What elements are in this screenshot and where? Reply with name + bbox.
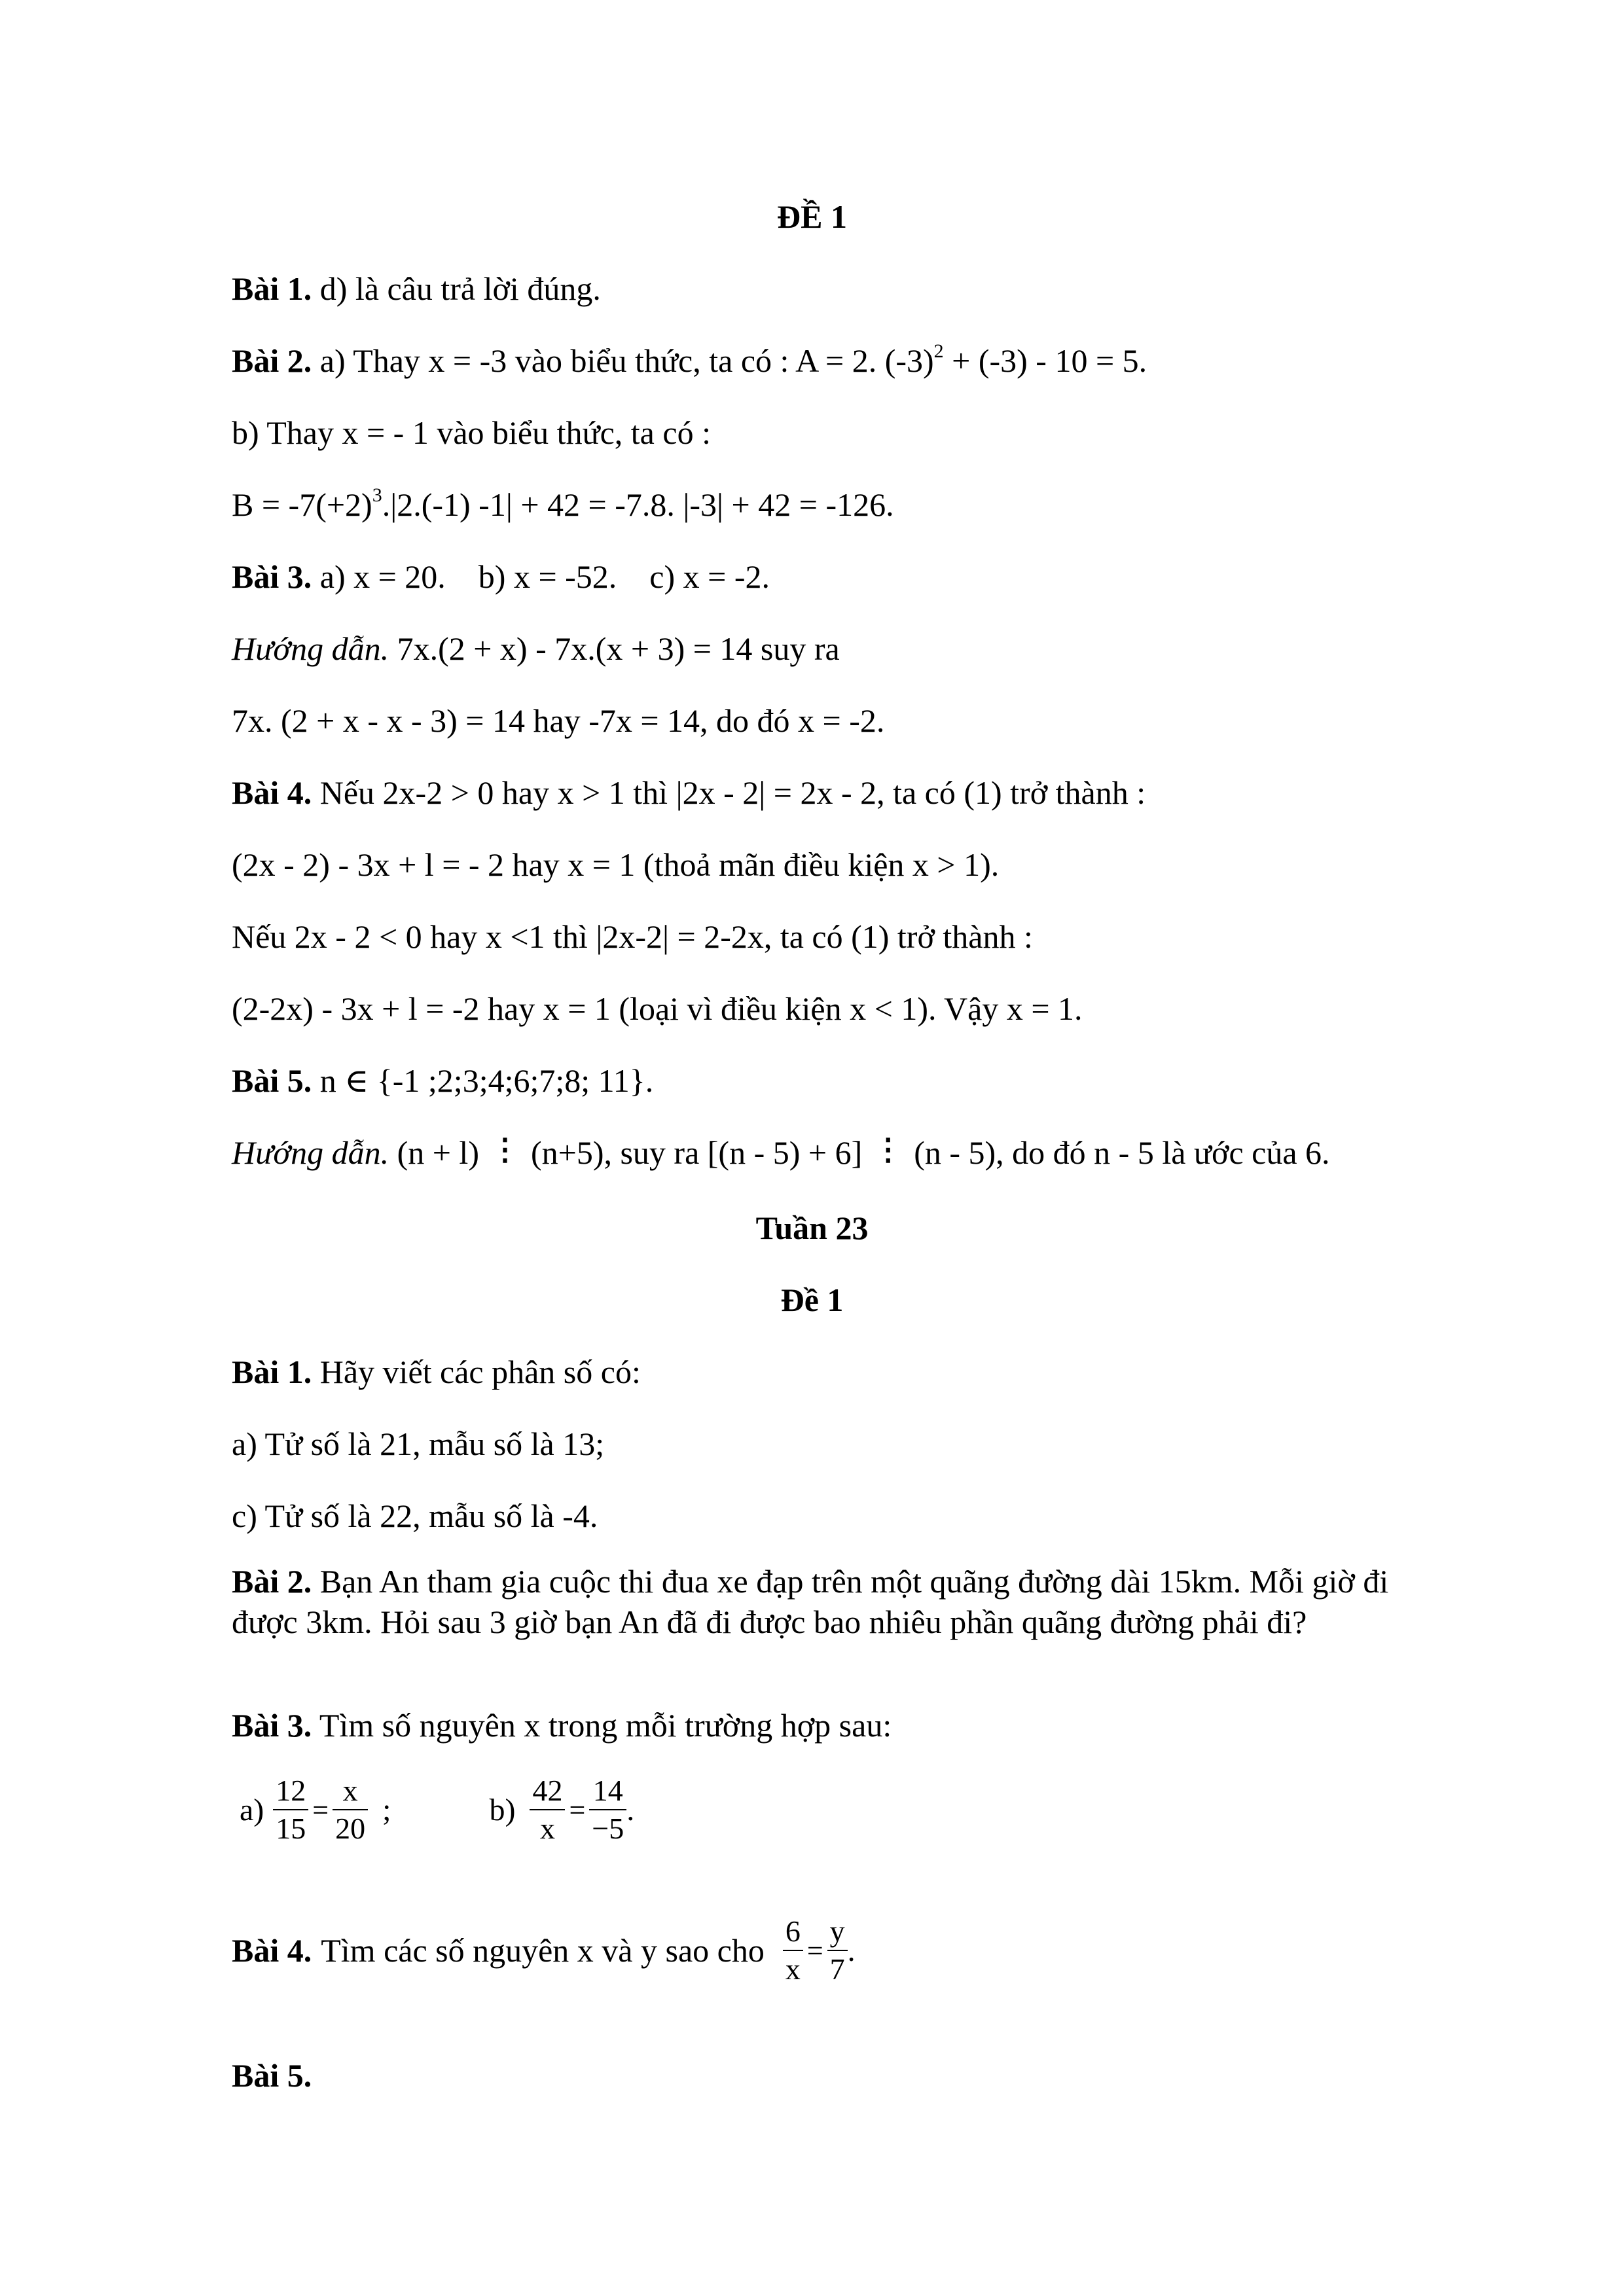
fraction [783,1913,803,1988]
divides-symbol: ⋮ [490,1133,520,1166]
period: . [847,1933,856,1968]
numerator: x [333,1772,368,1810]
numerator: y [827,1913,848,1951]
denominator: −5 [592,1812,624,1845]
denominator: 20 [335,1812,366,1845]
question-bai-1a: a) Tử số là 21, mẫu số là 13; [232,1426,605,1462]
label: Bài 5. [232,2057,312,2094]
question-bai-1c: c) Tử số là 22, mẫu số là -4. [232,1498,598,1534]
part-a-label: a) [240,1792,264,1827]
numerator: 12 [273,1772,308,1810]
answer-bai-2b: b) Thay x = - 1 vào biểu thức, ta có : [232,414,711,451]
answer-bai-1 [232,268,1475,309]
label: Bài 3. [232,558,312,595]
question-bai-5 [232,2055,1475,2096]
hint-text-2: (n+5), suy ra [(n - 5) + 6] [522,1134,871,1171]
equals-sign: = [569,1793,586,1826]
text: Tìm số nguyên x trong mỗi trường hợp sau: [319,1707,892,1744]
fraction [273,1772,308,1847]
fraction [530,1772,565,1847]
hint-text-3: (n - 5), do đó n - 5 là ước của 6. [905,1134,1330,1171]
bai-3-equations [240,1767,634,1852]
label: Bài 1. [232,270,312,307]
hint-bai-3-line2: 7x. (2 + x - x - 3) = 14 hay -7x = 14, do đó x = -2. [232,702,885,739]
fraction [333,1772,368,1847]
answer-bai-2b-calc [232,484,1475,525]
denominator: x [785,1952,801,1986]
text: Bạn An tham gia cuộc thi đua xe đạp trên một quãng đường dài 15km. Mỗi giờ đi được 3km. Hỏi sau 3 giờ bạn An đã đi được bao nhiêu phần quãng đường phải đi? [232,1563,1389,1640]
answer-bai-4-line2: (2x - 2) - 3x + l = - 2 hay x = 1 (thoả mãn điều kiện x > 1). [232,846,1000,883]
equals-sign: = [806,1934,823,1967]
question-bai-1 [232,1352,1475,1392]
exponent: 3 [372,484,382,506]
question-bai-2 [232,1561,1462,1642]
text-end: .|2.(-1) -1| + 42 = -7.8. |-3| + 42 = -126. [382,486,894,523]
exponent: 2 [933,340,944,362]
answer-bai-5 [232,1060,1475,1101]
answer-bai-4 [232,772,1475,813]
denominator: 7 [829,1952,845,1986]
answer-bai-4-line3: Nếu 2x - 2 < 0 hay x <1 thì |2x-2| = 2-2x, ta có (1) trở thành : [232,918,1033,955]
text: Hãy viết các phân số có: [319,1354,641,1390]
denominator: 15 [276,1812,306,1845]
label: Bài 2. [232,342,312,379]
label: Bài 4. [232,1932,312,1969]
label: Bài 1. [232,1354,312,1390]
text: B = -7(+2) [232,486,372,523]
fraction [589,1772,626,1847]
text: Tìm các số nguyên x và y sao cho [321,1932,765,1969]
hint-label: Hướng dẫn. [232,1134,389,1171]
question-bai-3 [232,1705,1475,1746]
label: Bài 3. [232,1707,312,1744]
separator: ; [382,1792,391,1827]
divides-symbol: ⋮ [873,1133,903,1166]
text: a) x = 20. b) x = -52. c) x = -2. [319,558,770,595]
text: a) Thay x = -3 vào biểu thức, ta có : A = 2. (-3) [319,342,934,379]
numerator: 6 [783,1913,803,1951]
hint-bai-5 [232,1132,1475,1174]
text-end: + (-3) - 10 = 5. [943,342,1147,379]
hint-text: 7x.(2 + x) - 7x.(x + 3) = 14 suy ra [389,630,840,667]
answer-bai-2a [232,340,1475,381]
heading-tuan-23: Tuần 23 [755,1210,869,1246]
hint-bai-3 [232,628,1475,669]
part-b-label: b) [489,1792,516,1827]
period: . [626,1792,635,1827]
numerator: 14 [589,1772,626,1810]
answer-bai-3 [232,556,1475,597]
numerator: 42 [530,1772,565,1810]
label: Bài 2. [232,1563,312,1600]
text: Nếu 2x-2 > 0 hay x > 1 thì |2x - 2| = 2x - 2, ta có (1) trở thành : [319,774,1146,811]
equals-sign: = [312,1793,329,1826]
text: d) là câu trả lời đúng. [319,270,601,307]
denominator: x [539,1812,555,1845]
answer-bai-4-line4: (2-2x) - 3x + l = -2 hay x = 1 (loại vì điều kiện x < 1). Vậy x = 1. [232,990,1083,1027]
hint-text-1: (n + l) [389,1134,488,1171]
fraction [827,1913,848,1988]
text: n ∈ {-1 ;2;3;4;6;7;8; 11}. [319,1062,654,1099]
hint-label: Hướng dẫn. [232,630,389,667]
label: Bài 4. [232,774,312,811]
question-bai-4 [232,1908,856,1993]
heading-de-1: ĐỀ 1 [777,198,847,235]
heading-de-1-second: Đề 1 [780,1282,844,1318]
label: Bài 5. [232,1062,312,1099]
